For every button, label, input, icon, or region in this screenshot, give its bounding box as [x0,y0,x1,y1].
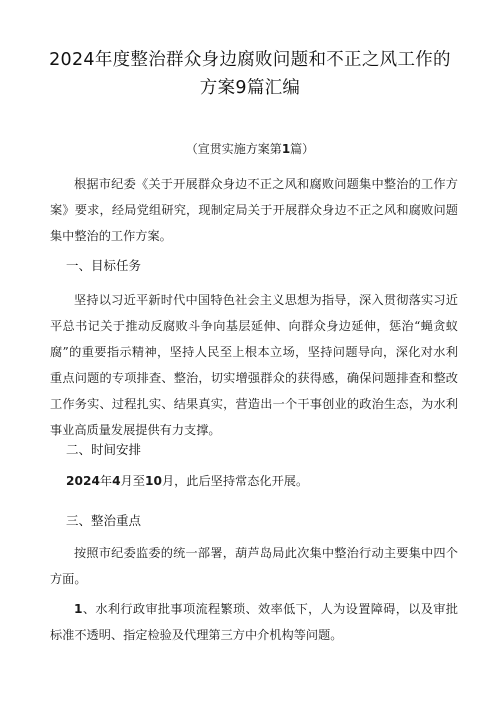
subtitle-suffix: 篇） [290,142,315,156]
document-subtitle [0,141,500,157]
schedule-text-month-to: 月至 [120,474,145,488]
document-title-line-1: 2024年度整治群众身边腐败问题和不正之风工作的 [49,50,451,70]
schedule-text-year-unit: 年 [99,474,113,488]
section-3-item-1 [50,596,458,648]
schedule-year: 2024 [66,474,100,488]
subtitle-number: 1 [281,142,291,156]
section-2-heading: 二、时间安排 [66,442,142,457]
section-1-heading: 一、目标任务 [66,258,142,273]
section-1-body: 坚持以习近平新时代中国特色社会主义思想为指导，深入贯彻落实习近平总书记关于推动反腐败斗争向基层延伸、向群众身边延伸，惩治“蝇贪蚁腐”的重要指示精神，坚持人民至上根本立场，坚持问题导向，深化对水利重点问题的专项排查、整治，切实增强群众的获得感，确保问题排查和整改工作务实、过程扎实、结果真实，营造出一个干事创业的政治生态，为水利事业高质量发展提供有力支撑。 [50,293,458,437]
item-1-number: 1 [74,602,83,616]
schedule-month-start: 4 [112,474,121,488]
schedule-text-tail: 月，此后坚持常态化开展。 [161,474,309,488]
item-1-text: 、水利行政审批事项流程繁琐、效率低下，人为设置障碍，以及审批标准不透明、指定检验及代理第三方中介机构等问题。 [50,602,458,642]
section-2-body [66,468,474,494]
section-3-intro: 按照市纪委监委的统一部署，葫芦岛局此次集中整治行动主要集中四个方面。 [50,546,458,586]
subtitle-prefix: （宣贯实施方案第 [185,142,282,156]
section-3-heading: 三、整治重点 [66,513,142,528]
schedule-month-end: 10 [144,474,162,488]
intro-paragraph: 根据市纪委《关于开展群众身边不正之风和腐败问题集中整治的工作方案》要求，经局党组研究，现制定局关于开展群众身边不正之风和腐败问题集中整治的工作方案。 [50,177,458,243]
document-title-line-2: 方案9篇汇编 [199,78,301,98]
